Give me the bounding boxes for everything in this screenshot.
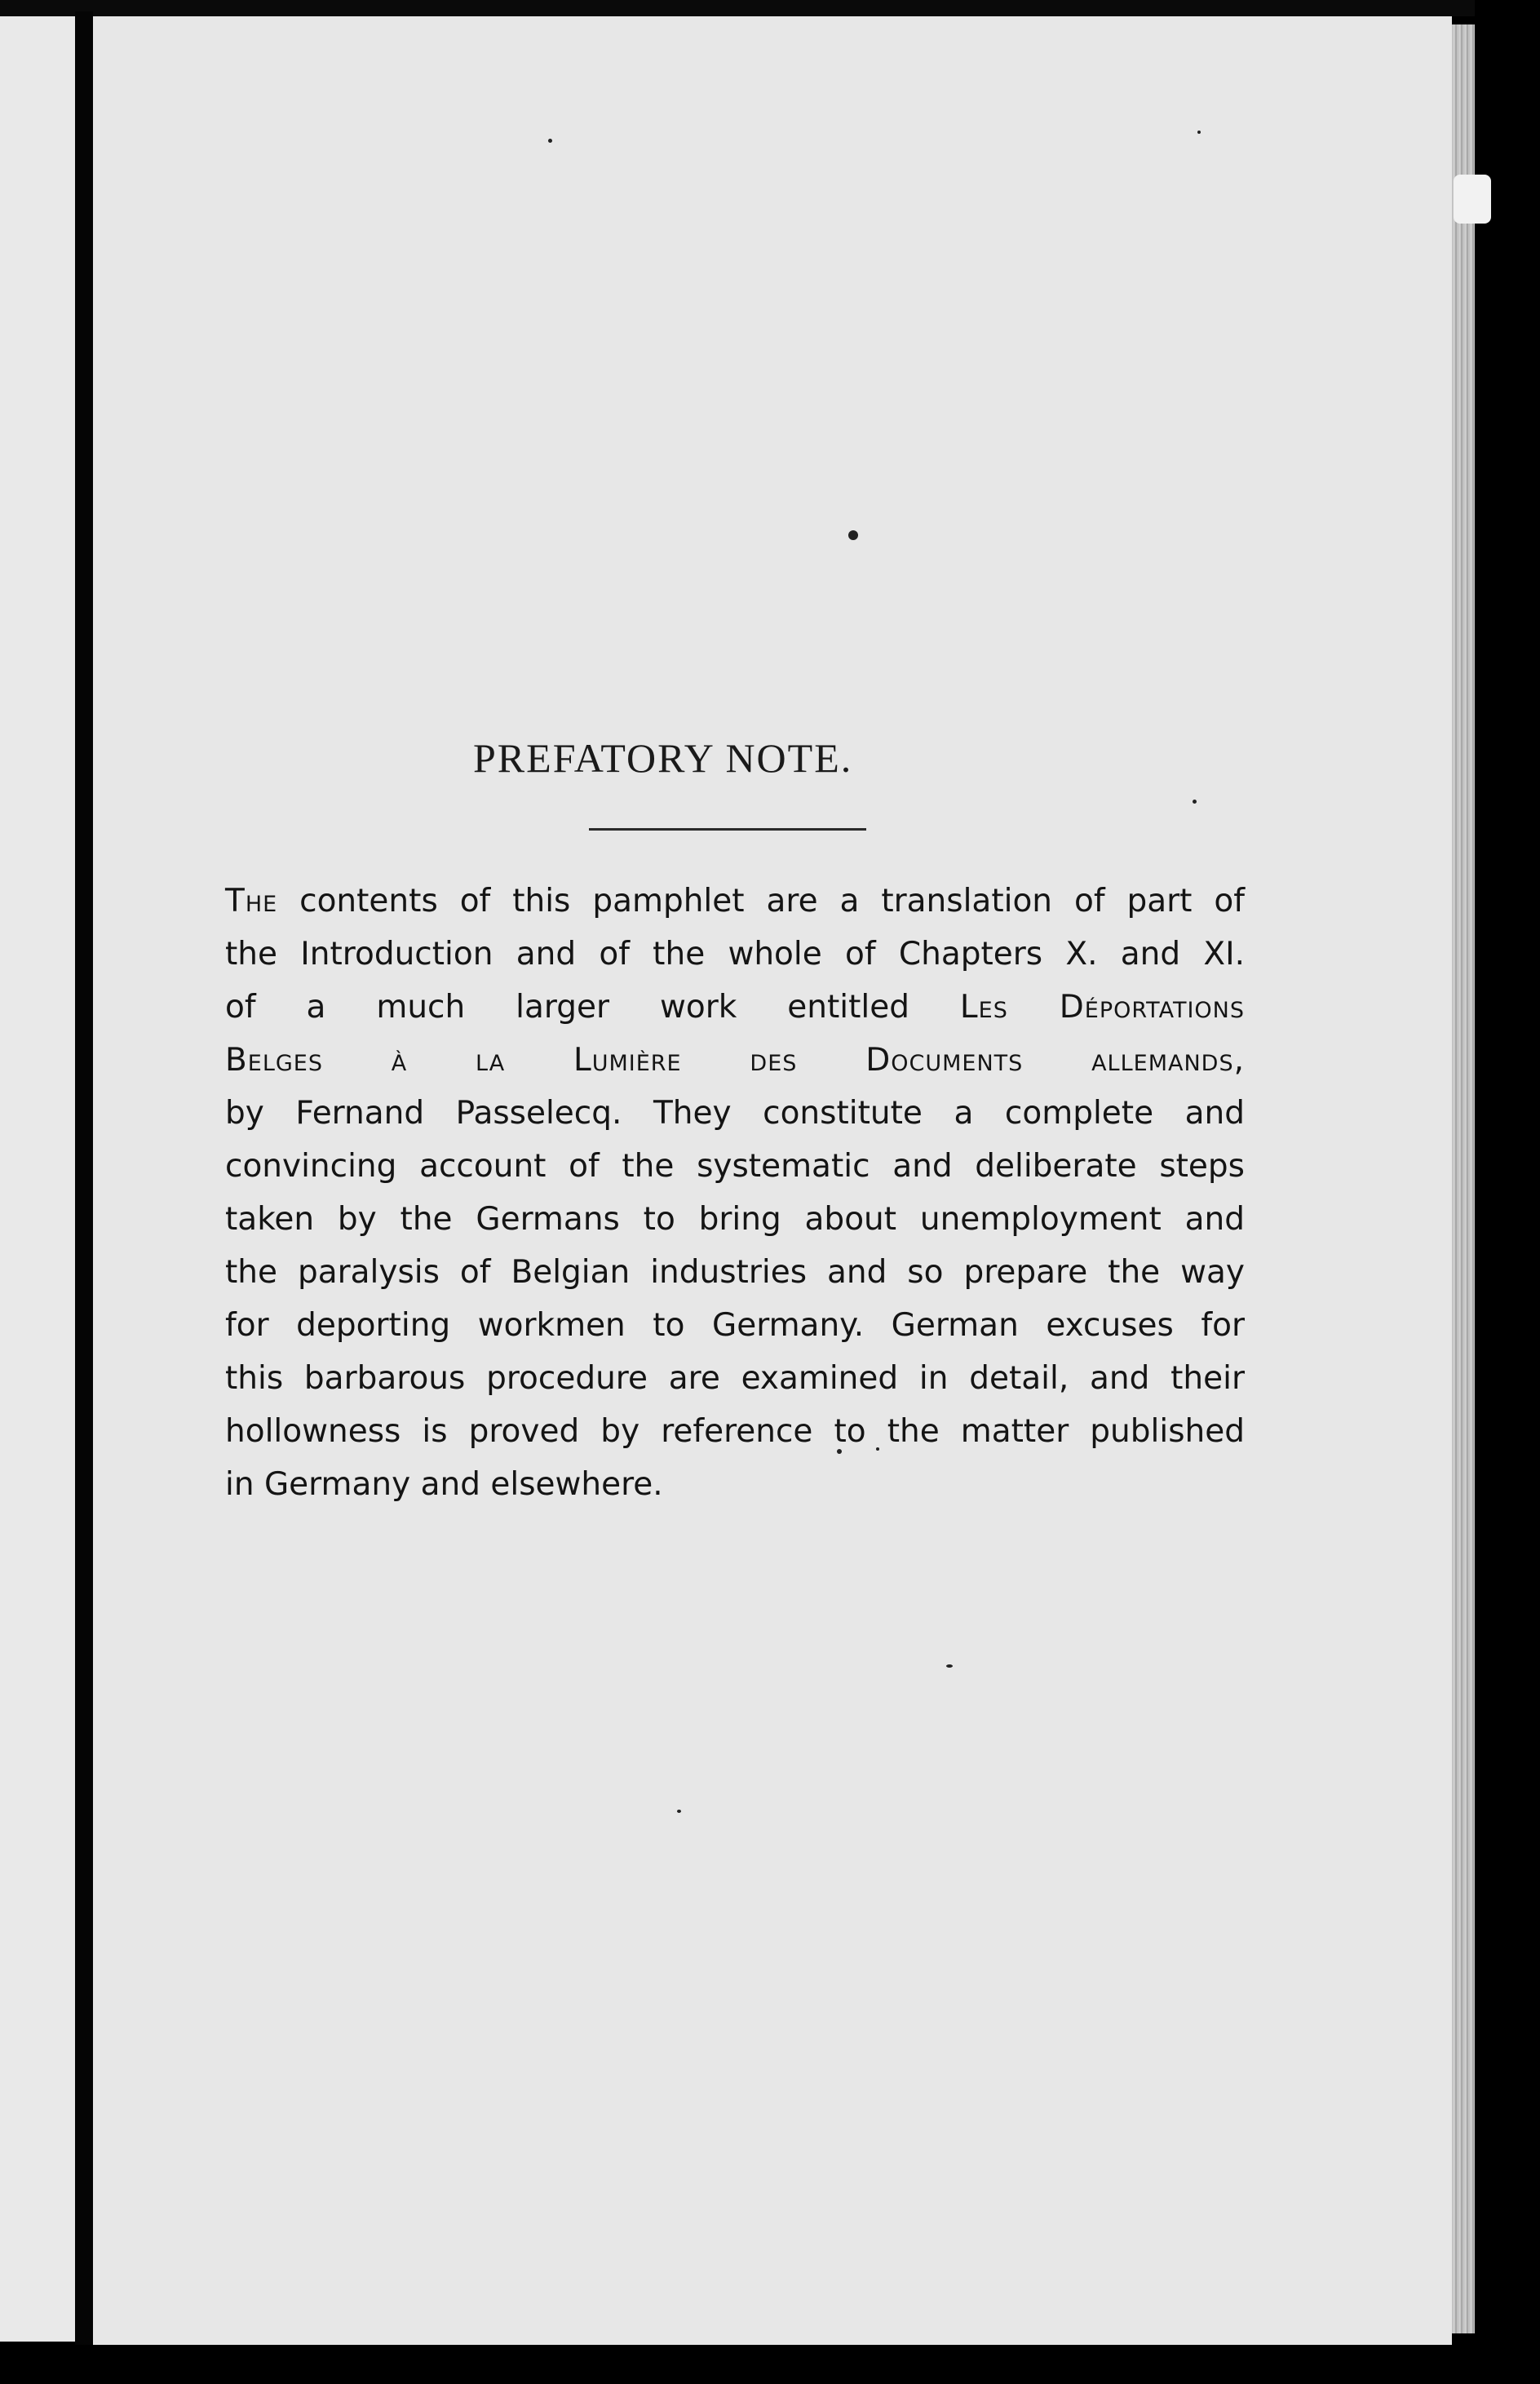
body-line: the paralysis of Belgian industries and so prepare the way — [225, 1254, 1245, 1291]
body-line: for deporting workmen to Germany. German excuses for — [225, 1307, 1245, 1344]
ink-speck — [1193, 800, 1197, 804]
paper-tab-mark — [1454, 175, 1491, 224]
ink-speck — [677, 1810, 681, 1813]
ink-speck — [946, 1664, 953, 1668]
body-line: in Germany and elsewhere. — [225, 1466, 663, 1503]
body-line: taken by the Germans to bring about unemployment and — [225, 1201, 1245, 1238]
body-line: this barbarous procedure are examined in detail, and their — [225, 1360, 1245, 1397]
binding-gutter — [75, 11, 93, 2345]
heading-rule — [589, 828, 866, 831]
body-line: convincing account of the systematic and deliberate steps — [225, 1148, 1245, 1185]
body-line: The contents of this pamphlet are a translation of part of — [225, 883, 1245, 919]
facing-page-edge — [0, 16, 75, 2342]
top-border — [0, 0, 1540, 16]
body-line: the Introduction and of the whole of Chapters X. and XI. — [225, 936, 1245, 973]
body-line: Belges à la Lumière des Documents allemands, — [225, 1042, 1245, 1079]
right-border — [1475, 0, 1540, 2384]
body-line: by Fernand Passelecq. They constitute a complete and — [225, 1095, 1245, 1132]
body-line: hollowness is proved by reference to the matter published — [225, 1413, 1245, 1450]
drop-word: The — [225, 883, 278, 919]
body-line: of a much larger work entitled Les Déportations — [225, 989, 1245, 1026]
work-title: Les Déportations — [959, 989, 1245, 1026]
bottom-border — [0, 2345, 1540, 2384]
ink-speck — [1197, 131, 1201, 134]
ink-speck — [848, 530, 858, 540]
page-edges — [1452, 24, 1475, 2333]
page-heading: PREFATORY NOTE. — [473, 735, 853, 781]
ink-speck — [548, 139, 552, 143]
body-paragraph — [225, 875, 1245, 1511]
